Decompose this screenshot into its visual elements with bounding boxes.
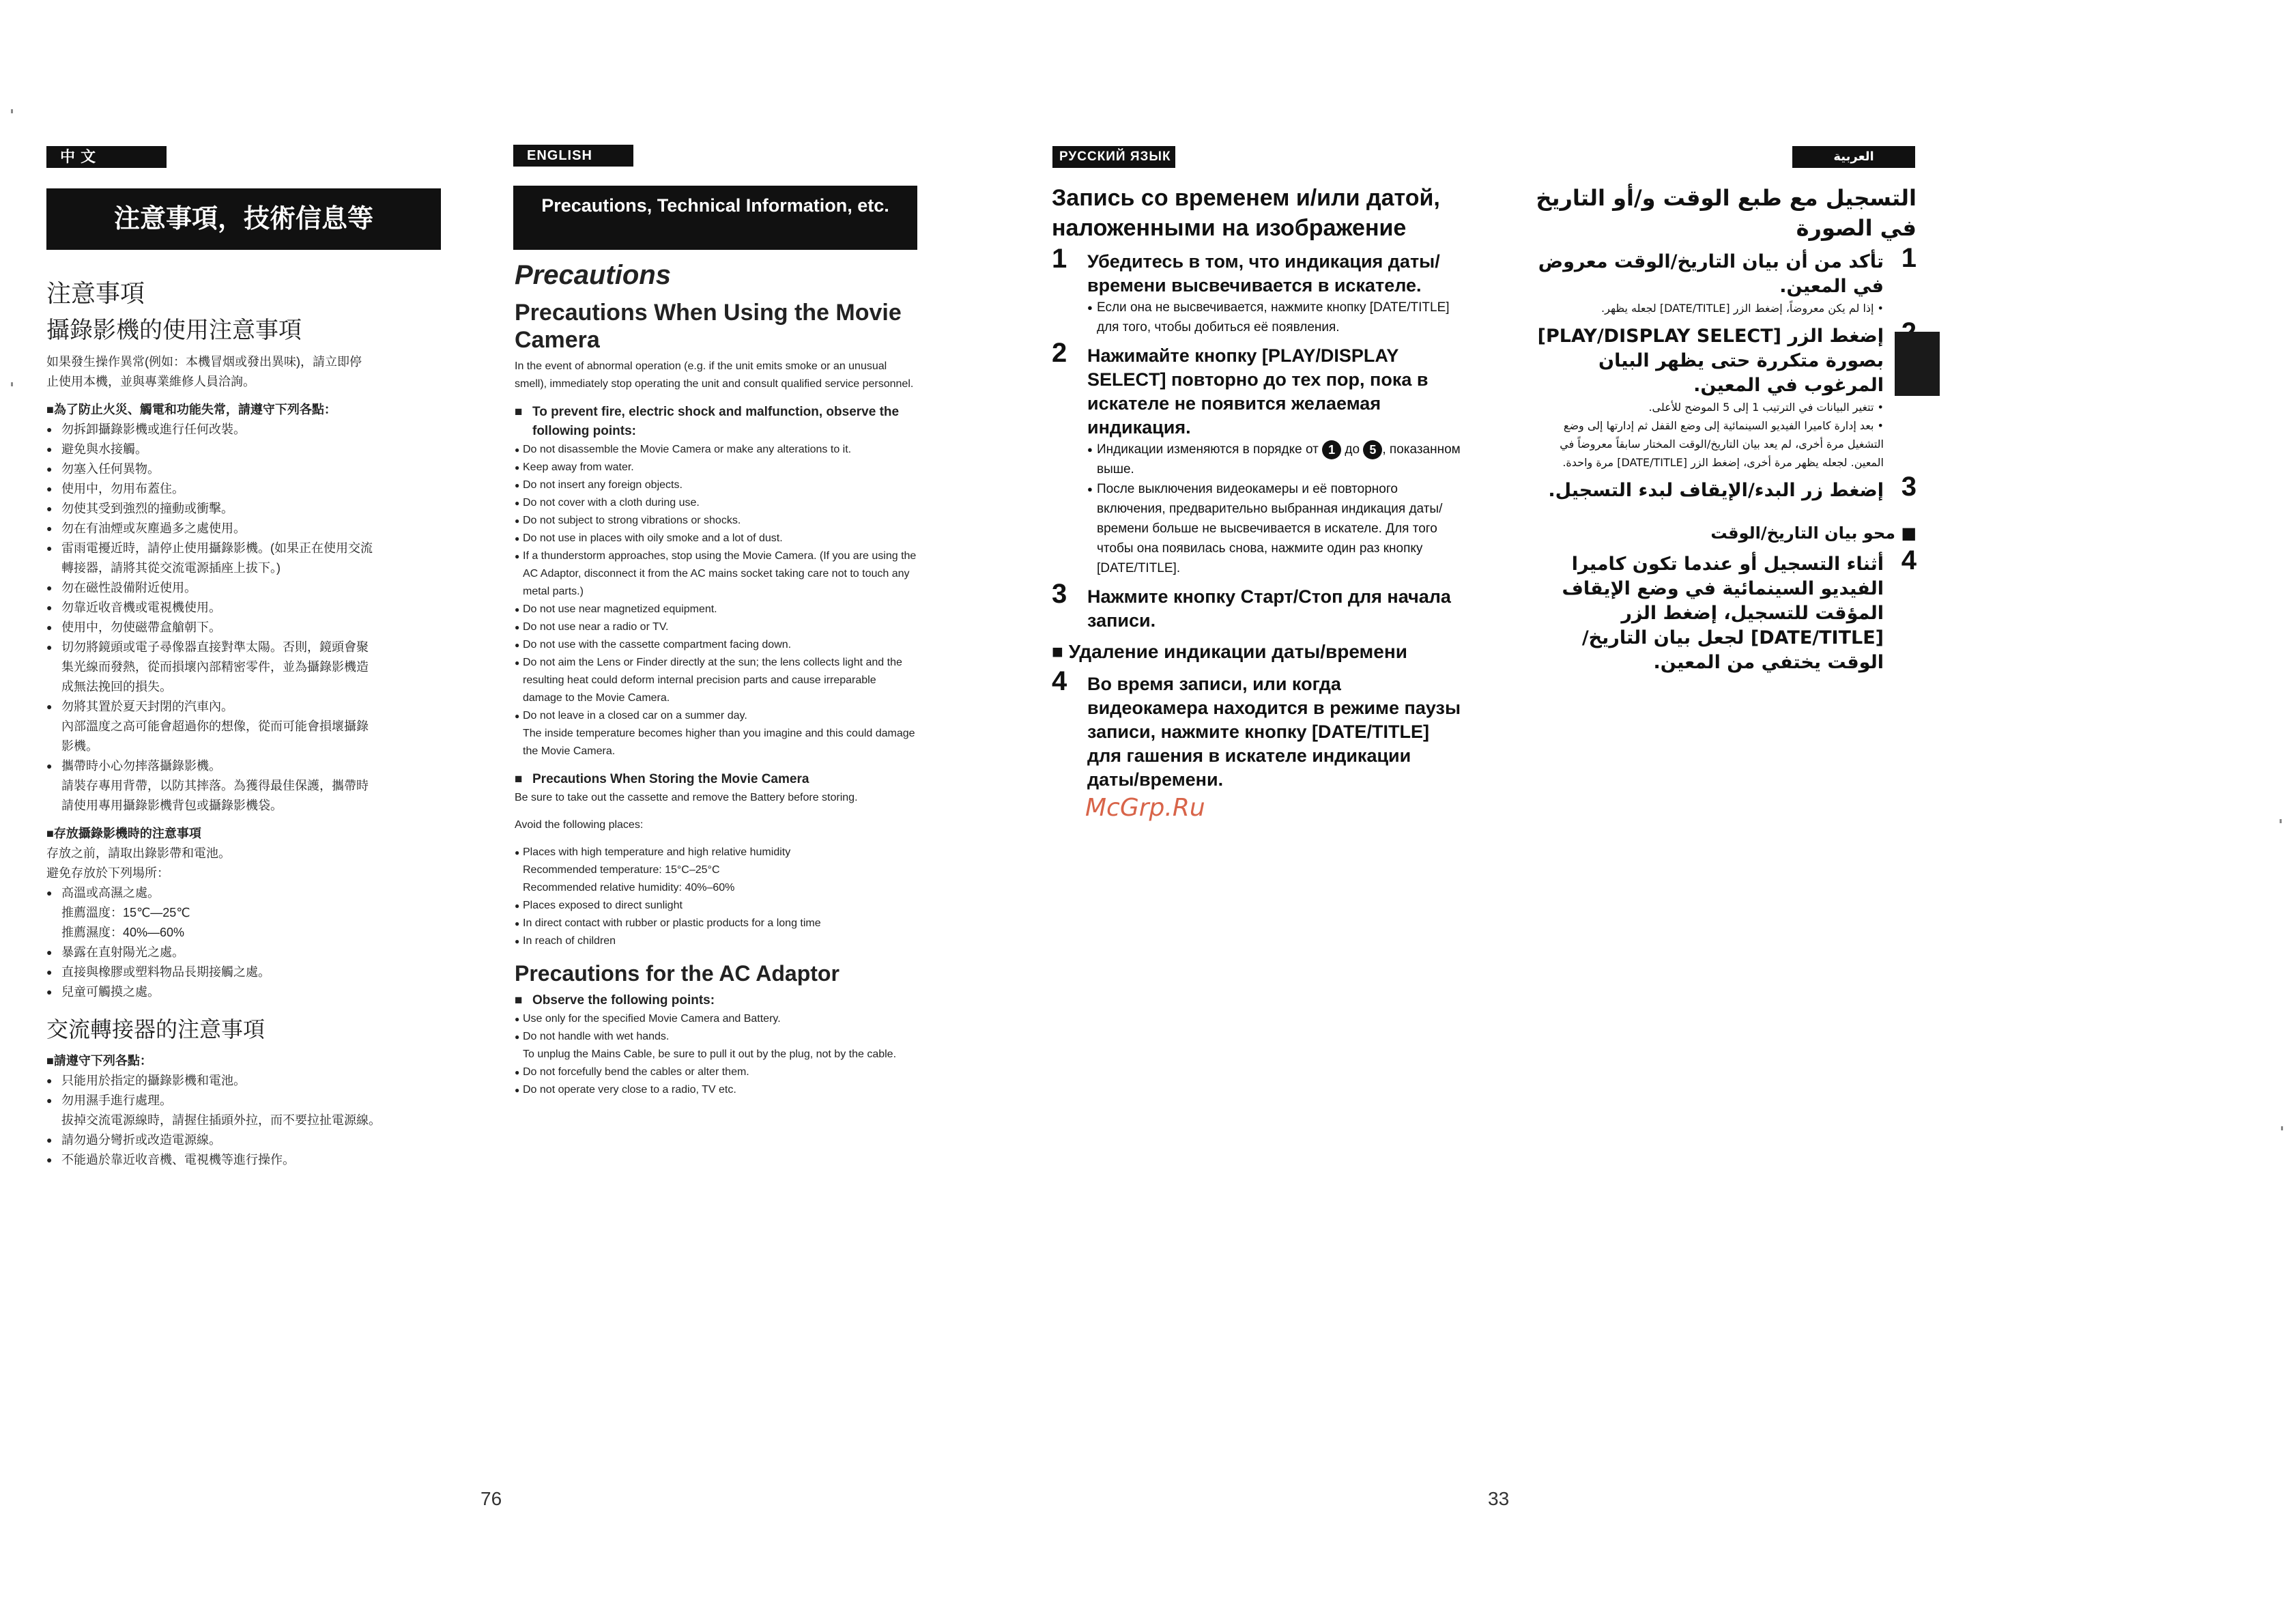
step-text: Убедитесь в том, что индикация даты/времени высвечивается в искателе.	[1087, 251, 1440, 296]
list-item-continued: 集光線而發熱，從而損壞內部精密零件，並為攝錄影機造	[61, 660, 369, 674]
list-item: ● If a thunderstorm approaches, stop using the Movie Camera. (If you are using the AC Adaptor, disconnect it from the AC mains socket taking care not to touch any metal parts.)	[515, 547, 917, 601]
ar-section-heading: ■ محو بيان التاريخ/الوقت	[1710, 524, 1917, 543]
ru-column	[1052, 183, 1461, 792]
list-item: ● 勿靠近收音機或電視機使用。	[46, 598, 449, 618]
list-item: ● Do not use with the cassette compartment facing down.	[515, 636, 917, 654]
list-item: ● Do not insert any foreign objects.	[515, 476, 917, 494]
en-store-title: ■ Precautions When Storing the Movie Camera	[515, 770, 917, 789]
ar-language-tab: العربية	[1792, 146, 1915, 168]
list-item: ● Do not leave in a closed car on a summer day.	[515, 707, 917, 725]
scan-mark	[11, 382, 13, 386]
en-store-avoid: Avoid the following places:	[515, 819, 644, 831]
list-item-continued: 請使用專用攝錄影機背包或攝錄影機袋。	[61, 799, 283, 812]
section-text: Удаление индикации даты/времени	[1068, 641, 1407, 662]
list-item: ● 勿將其置於夏天封閉的汽車內。	[46, 697, 449, 717]
list-item-continued: 推薦溫度：15℃—25℃	[61, 906, 190, 919]
en-ac-heading: Precautions for the AC Adaptor	[515, 961, 840, 986]
en-intro: In the event of abnormal operation (e.g. if the unit emits smoke or an unusual smell), immediately stop operating the unit and consult qualified service personnel.	[515, 360, 914, 390]
ru-step-4	[1052, 666, 1461, 792]
list-item: ● Do not handle with wet hands.	[515, 1028, 917, 1046]
ar-column	[1527, 183, 1917, 675]
zh-ac-title: ■請遵守下列各點：	[46, 1054, 152, 1068]
step-number: 2	[1052, 338, 1067, 368]
note-text-pre: Индикации изменяются в порядке от	[1097, 442, 1319, 457]
step-text: إضغط الزر [PLAY/DISPLAY SELECT] بصورة متكررة حتى يظهر البيان المرغوب في المعين.	[1537, 326, 1884, 396]
step-text: أثناء التسجيل أو عندما تكون كاميرا الفيديو السينمائية في وضع الإيقاف المؤقت للتسجيل، إضغط الزر [DATE/TITLE] لجعل بيان التاريخ/الوقت يختفي من المعين.	[1562, 554, 1884, 673]
list-item: ● 暴露在直射陽光之處。	[46, 943, 449, 962]
list-item: ● 勿用濕手進行處理。	[46, 1091, 449, 1111]
ar-step-1-note: • إذا لم يكن معروضاً، إضغط الزر [DATE/TITLE] لجعله يظهر.	[1601, 302, 1884, 315]
step-text: Нажмите кнопку Старт/Стоп для начала записи.	[1087, 586, 1451, 631]
ar-heading: التسجيل مع طبع الوقت و/أو التاريخ في الصورة	[1536, 185, 1917, 241]
note-text: بعد إدارة كاميرا الفيديو السينمائية إلى وضع القفل ثم إدارتها إلى وضع التشغيل مرة أخرى، لم يعد بيان التاريخ/الوقت المختار سابقاً معروضاً في المعين. لجعله يظهر مرة أخرى، إضغط الزر [DATE/TITLE] مرة واحدة.	[1560, 419, 1884, 469]
list-item: ● 勿塞入任何異物。	[46, 459, 449, 479]
list-item: ● 高溫或高濕之處。	[46, 883, 449, 903]
zh-column	[46, 273, 449, 1170]
list-item: ● 勿在有油煙或灰塵過多之處使用。	[46, 519, 449, 539]
step-number: 4	[1052, 666, 1067, 696]
step-number: 4	[1901, 545, 1917, 575]
list-item: ● Do not subject to strong vibrations or shocks.	[515, 512, 917, 530]
en-heading: Precautions	[515, 260, 671, 290]
note-text: إذا لم يكن معروضاً، إضغط الزر [DATE/TITLE] لجعله يظهر.	[1601, 302, 1874, 315]
en-column	[515, 258, 917, 1099]
en-title-box	[513, 186, 917, 250]
zh-intro-line: 止使用本機，並與專業維修人員洽詢。	[46, 375, 255, 388]
list-item: ● Places exposed to direct sunlight	[515, 897, 917, 915]
list-item: ● Do not aim the Lens or Finder directly at the sun; the lens collects light and the resulting heat could deform internal precision parts and cause irreparable damage to the Movie Camera.	[515, 654, 917, 707]
list-item-continued: 請裝存專用背帶，以防其摔落。為獲得最佳保護，攜帶時	[61, 779, 369, 792]
note-text: ● Если она не высвечивается, нажмите кнопку [DATE/TITLE] для того, чтобы добиться её появления.	[1087, 298, 1461, 337]
step-number: 1	[1052, 244, 1067, 274]
ru-language-tab: РУССКИЙ ЯЗЫК	[1052, 146, 1175, 168]
ru-step-1-note	[1052, 298, 1461, 337]
list-item: ● Keep away from water.	[515, 459, 917, 476]
list-item: ● 勿拆卸攝錄影機或進行任何改裝。	[46, 420, 449, 440]
list-item: ● Do not forcefully bend the cables or alter them.	[515, 1063, 917, 1081]
zh-store-title: ■存放攝錄影機時的注意事項	[46, 827, 201, 840]
ru-heading: Запись со временем и/или датой, наложенными на изображение	[1052, 185, 1440, 241]
ar-step-2-note-b: • بعد إدارة كاميرا الفيديو السينمائية إلى وضع القفل ثم إدارتها إلى وضع التشغيل مرة أخرى، لم يعد بيان التاريخ/الوقت المختار سابقاً معروضاً في المعين. لجعله يظهر مرة أخرى، إضغط الزر [DATE/TITLE] مرة واحدة.	[1560, 419, 1884, 469]
note-text-mid: до	[1345, 442, 1360, 457]
ru-step-2	[1052, 338, 1461, 440]
page-number-right: 33	[1488, 1488, 1510, 1509]
circled-one-icon: 1	[1322, 440, 1341, 459]
en-ac-title: ■ Observe the following points:	[515, 991, 917, 1010]
ar-step-3	[1527, 472, 1917, 503]
list-item: ● 切勿將鏡頭或電子尋像器直接對準太陽。否則，鏡頭會聚	[46, 638, 449, 657]
zh-language-tab: 中 文	[46, 146, 167, 168]
ru-section-heading: ■ Удаление индикации даты/времени	[1052, 641, 1407, 662]
list-item-continued: 影機。	[61, 739, 98, 753]
note-text-post: , показанном выше.	[1097, 442, 1461, 476]
en-prevent-title: ■ To prevent fire, electric shock and malfunction, observe the following points:	[515, 403, 917, 441]
step-number: 3	[1901, 472, 1917, 502]
step-number: 1	[1901, 243, 1917, 273]
ru-step-3	[1052, 579, 1461, 633]
list-item-continued: 推薦濕度：40%—60%	[61, 926, 185, 939]
zh-intro-line: 如果發生操作異常(例如：本機冒烟或發出異味)，請立即停	[46, 355, 362, 369]
list-item: ● Places with high temperature and high relative humidity	[515, 844, 917, 861]
list-item: ● 攜帶時小心勿摔落攝錄影機。	[46, 756, 449, 776]
list-item-continued: The inside temperature becomes higher than you imagine and this could damage the Movie Camera.	[523, 728, 915, 757]
list-item-continued: 拔掉交流電源線時，請握住插頭外拉，而不要拉扯電源線。	[61, 1113, 381, 1127]
zh-title: 注意事項，技術信息等	[113, 205, 373, 233]
circled-five-icon: 5	[1363, 440, 1382, 459]
list-item: ● 使用中，勿使磁帶盒艙朝下。	[46, 618, 449, 638]
ru-step-2-note-b	[1052, 479, 1461, 578]
note-text: تتغير البيانات في الترتيب 1 إلى 5 الموضح للأعلى.	[1648, 401, 1874, 414]
ar-step-1	[1527, 243, 1917, 299]
ar-step-4	[1527, 545, 1917, 675]
watermark: McGrp.Ru	[1085, 794, 1205, 822]
list-item-continued: To unplug the Mains Cable, be sure to pull it out by the plug, not by the cable.	[523, 1048, 897, 1060]
ar-step-2	[1527, 324, 1917, 398]
list-item: ● Do not use near a radio or TV.	[515, 618, 917, 636]
list-item-continued: Recommended relative humidity: 40%–60%	[523, 882, 735, 894]
ar-step-2-note-a: • تتغير البيانات في الترتيب 1 إلى 5 الموضح للأعلى.	[1648, 401, 1884, 414]
list-item: ● Do not use in places with oily smoke and a lot of dust.	[515, 530, 917, 547]
list-item: ● 避免與水接觸。	[46, 440, 449, 459]
zh-title-box	[46, 188, 441, 250]
zh-subheading: 攝錄影機的使用注意事項	[46, 317, 302, 343]
section-text: محو بيان التاريخ/الوقت	[1710, 524, 1895, 543]
step-text: إضغط زر البدء/الإيقاف لبدء التسجيل.	[1548, 480, 1884, 501]
list-item: ● 不能過於靠近收音機、電視機等進行操作。	[46, 1150, 449, 1170]
list-item: ● 雷雨電擾近時，請停止使用攝錄影機。(如果正在使用交流	[46, 539, 449, 558]
list-item: ● Do not operate very close to a radio, TV etc.	[515, 1081, 917, 1099]
zh-heading: 注意事項	[46, 279, 145, 307]
list-item: ● 勿在磁性設備附近使用。	[46, 578, 449, 598]
en-language-tab: ENGLISH	[513, 145, 633, 167]
list-item: ● 勿使其受到強烈的撞動或衝擊。	[46, 499, 449, 519]
list-item: ● 只能用於指定的攝錄影機和電池。	[46, 1071, 449, 1091]
scan-mark	[2281, 1126, 2283, 1130]
list-item: ● Do not use near magnetized equipment.	[515, 601, 917, 618]
list-item: ● Do not disassemble the Movie Camera or make any alterations to it.	[515, 441, 917, 459]
scan-mark	[2280, 819, 2282, 823]
step-text: Нажимайте кнопку [PLAY/DISPLAY SELECT] повторно до тех пор, пока в искателе не появится желаемая индикация.	[1087, 345, 1429, 438]
list-item-continued: Recommended temperature: 15°C–25°C	[523, 864, 720, 876]
list-item: ● In reach of children	[515, 932, 917, 950]
step-text: Во время записи, или когда видеокамера находится в режиме паузы записи, нажмите кнопку [DATE/TITLE] для гашения в искателе индикации даты/времени.	[1087, 674, 1461, 790]
list-item-continued: 轉接器，請將其從交流電源插座上拔下。)	[61, 561, 281, 575]
side-thumb-tab	[1895, 332, 1940, 396]
ru-step-1	[1052, 244, 1461, 298]
list-item-continued: 成無法挽回的損失。	[61, 680, 172, 694]
list-item-continued: 內部溫度之高可能會超過你的想像，從而可能會損壞攝錄	[61, 719, 369, 733]
note-text	[1087, 440, 1461, 479]
list-item: ● Do not cover with a cloth during use.	[515, 494, 917, 512]
note-text: ● После выключения видеокамеры и её повторного включения, предварительно выбранная индикация даты/времени больше не высвечивается в искателе. Для того чтобы она появилась снова, нажмите один раз кнопку [DATE/TITLE].	[1087, 479, 1461, 578]
page-number-left: 76	[480, 1488, 502, 1509]
en-store-intro: Be sure to take out the cassette and remove the Battery before storing.	[515, 792, 858, 803]
list-item: ● 請勿過分彎折或改造電源線。	[46, 1130, 449, 1150]
zh-ac-heading: 交流轉接器的注意事項	[46, 1017, 266, 1042]
step-number: 3	[1052, 579, 1067, 609]
ru-step-2-note-a	[1052, 440, 1461, 479]
list-item: ● Use only for the specified Movie Camera and Battery.	[515, 1010, 917, 1028]
list-item: ● In direct contact with rubber or plastic products for a long time	[515, 915, 917, 932]
step-text: تأكد من أن بيان التاريخ/الوقت معروض في المعين.	[1538, 251, 1884, 297]
en-subheading: Precautions When Using the Movie Camera	[515, 300, 902, 353]
zh-store-avoid: 避免存放於下列場所：	[46, 866, 169, 880]
list-item: ● 直接與橡膠或塑料物品長期接觸之處。	[46, 962, 449, 982]
en-title: Precautions, Technical Information, etc.	[541, 195, 889, 216]
list-item: ● 兒童可觸摸之處。	[46, 982, 449, 1002]
list-item: ● 使用中，勿用布蓋住。	[46, 479, 449, 499]
zh-prevent-title: ■為了防止火災、觸電和功能失常，請遵守下列各點：	[46, 403, 336, 416]
zh-store-intro: 存放之前，請取出錄影帶和電池。	[46, 846, 231, 860]
scan-mark	[11, 109, 13, 113]
